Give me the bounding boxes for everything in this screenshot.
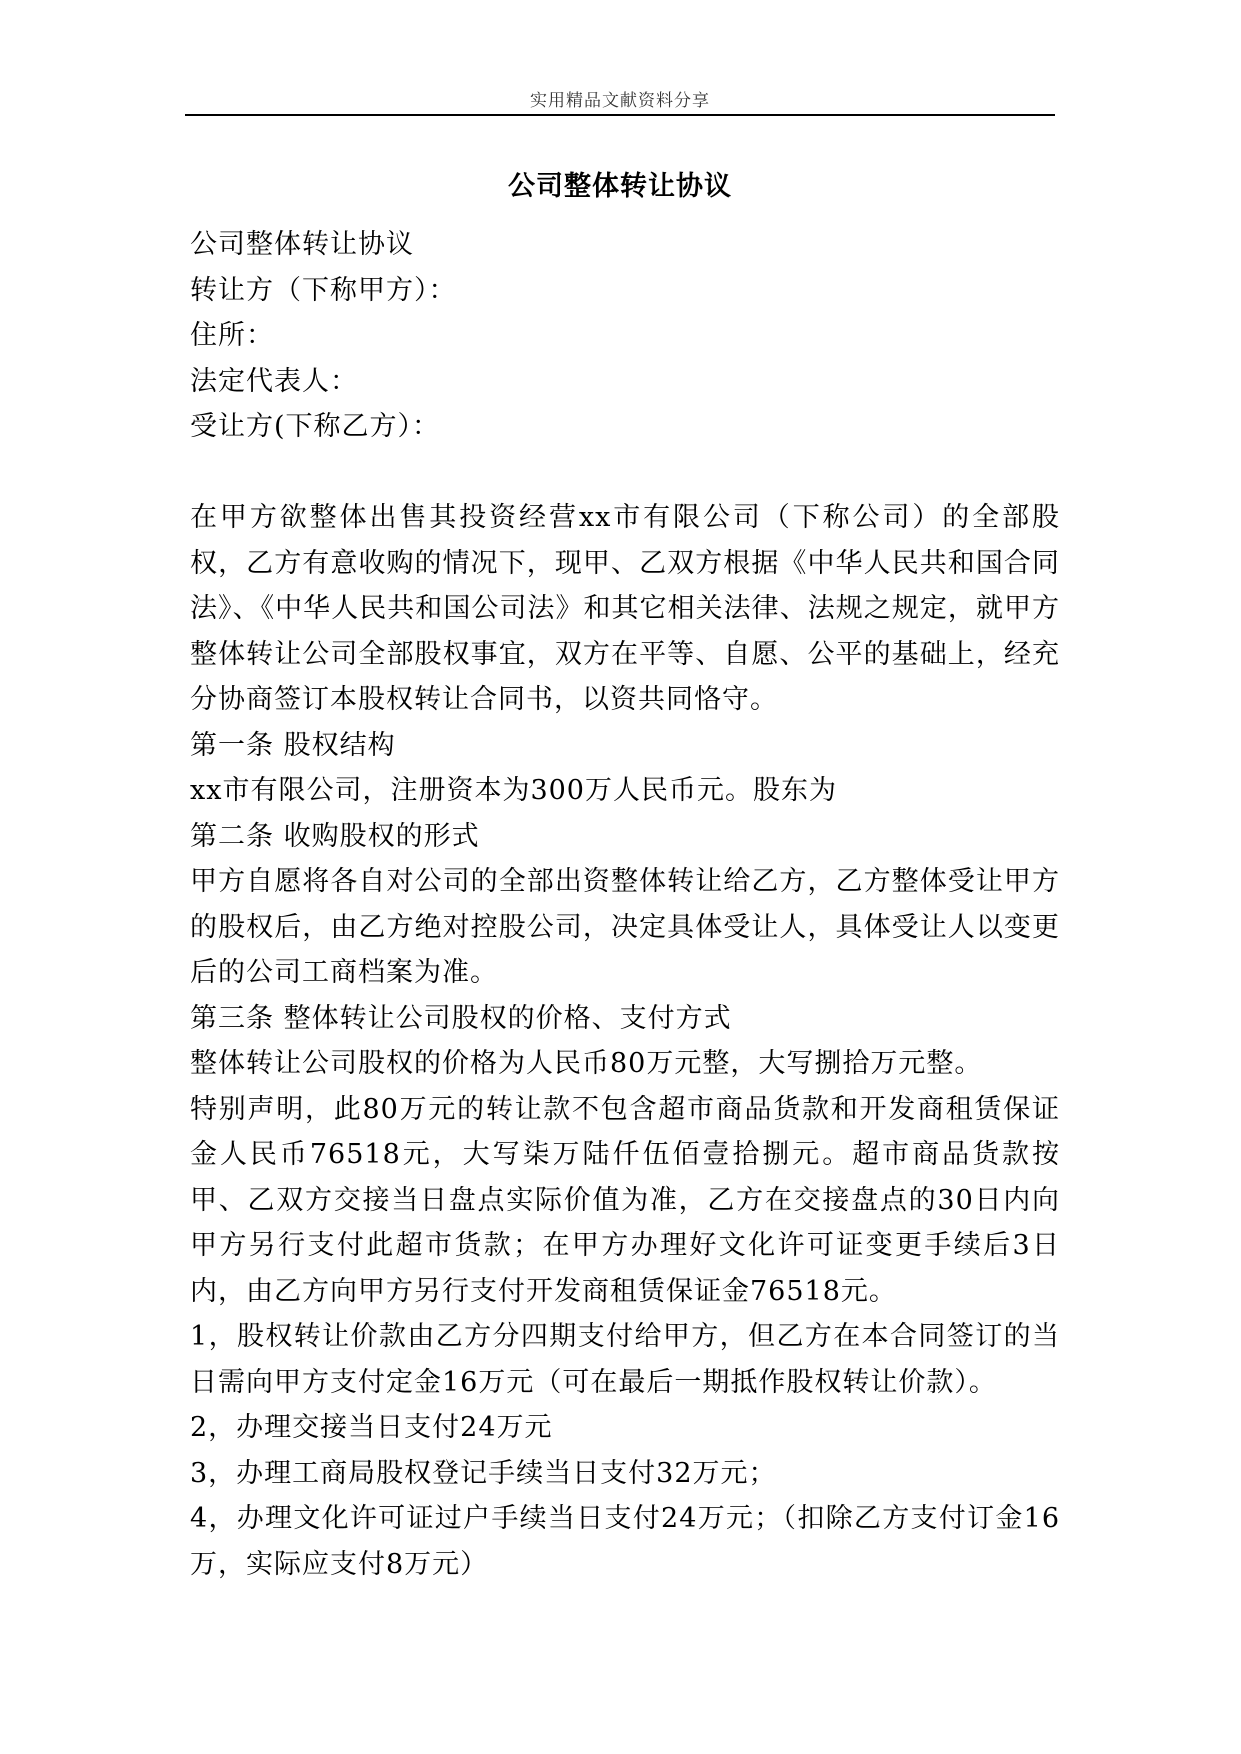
- payment-item-3: 3，办理工商局股权登记手续当日支付32万元；: [190, 1457, 777, 1489]
- payment-item-4: 4，办理文化许可证过户手续当日支付24万元；（扣除乙方支付订金16万，实际应支付8万元）: [190, 1503, 1060, 1580]
- article-2-heading: 第二条 收购股权的形式: [190, 820, 480, 852]
- paragraph-transferor: 转让方（下称甲方）：: [190, 274, 457, 306]
- blank-line: [190, 450, 1060, 496]
- article-1-body: xx市有限公司，注册资本为300万人民币元。股东为: [190, 775, 837, 806]
- paragraph-transferee: 受让方(下称乙方）：: [190, 411, 441, 442]
- article-3-heading: 第三条 整体转让公司股权的价格、支付方式: [190, 1002, 732, 1034]
- header-divider: [185, 114, 1055, 116]
- article-3-declaration: 特别声明，此80万元的转让款不包含超市商品货款和开发商租赁保证金人民币76518元，大写柒万陆仟伍佰壹拾捌元。超市商品货款按甲、乙双方交接当日盘点实际价值为准，乙方在交接盘点的30日内向甲方另行支付此超市货款；在甲方办理好文化许可证变更手续后3日内，由乙方向甲方另行支付开发商租赁保证金76518元。: [190, 1093, 1060, 1307]
- paragraph-doc-name: 公司整体转让协议: [190, 229, 414, 260]
- paragraph-legal-rep: 法定代表人：: [190, 365, 358, 397]
- payment-item-1: 1，股权转让价款由乙方分四期支付给甲方，但乙方在本合同签订的当日需向甲方支付定金16万元（可在最后一期抵作股权转让价款）。: [190, 1321, 1060, 1398]
- document-body: [190, 222, 1060, 1587]
- payment-item-2: 2，办理交接当日支付24万元: [190, 1412, 553, 1443]
- article-3-price: 整体转让公司股权的价格为人民币80万元整，大写捌拾万元整。: [190, 1048, 983, 1079]
- article-1-heading: 第一条 股权结构: [190, 729, 396, 761]
- paragraph-address: 住所：: [190, 320, 274, 351]
- article-2-body: 甲方自愿将各自对公司的全部出资整体转让给乙方，乙方整体受让甲方的股权后，由乙方绝对控股公司，决定具体受让人，具体受让人以变更后的公司工商档案为准。: [190, 866, 1060, 988]
- page-header: 实用精品文献资料分享: [530, 91, 710, 111]
- paragraph-preamble: 在甲方欲整体出售其投资经营xx市有限公司（下称公司）的全部股权，乙方有意收购的情况下，现甲、乙双方根据《中华人民共和国合同法》、《中华人民共和国公司法》和其它相关法律、法规之规定，就甲方整体转让公司全部股权事宜，双方在平等、自愿、公平的基础上，经充分协商签订本股权转让合同书，以资共同恪守。: [190, 502, 1060, 715]
- document-title: 公司整体转让协议: [508, 171, 732, 202]
